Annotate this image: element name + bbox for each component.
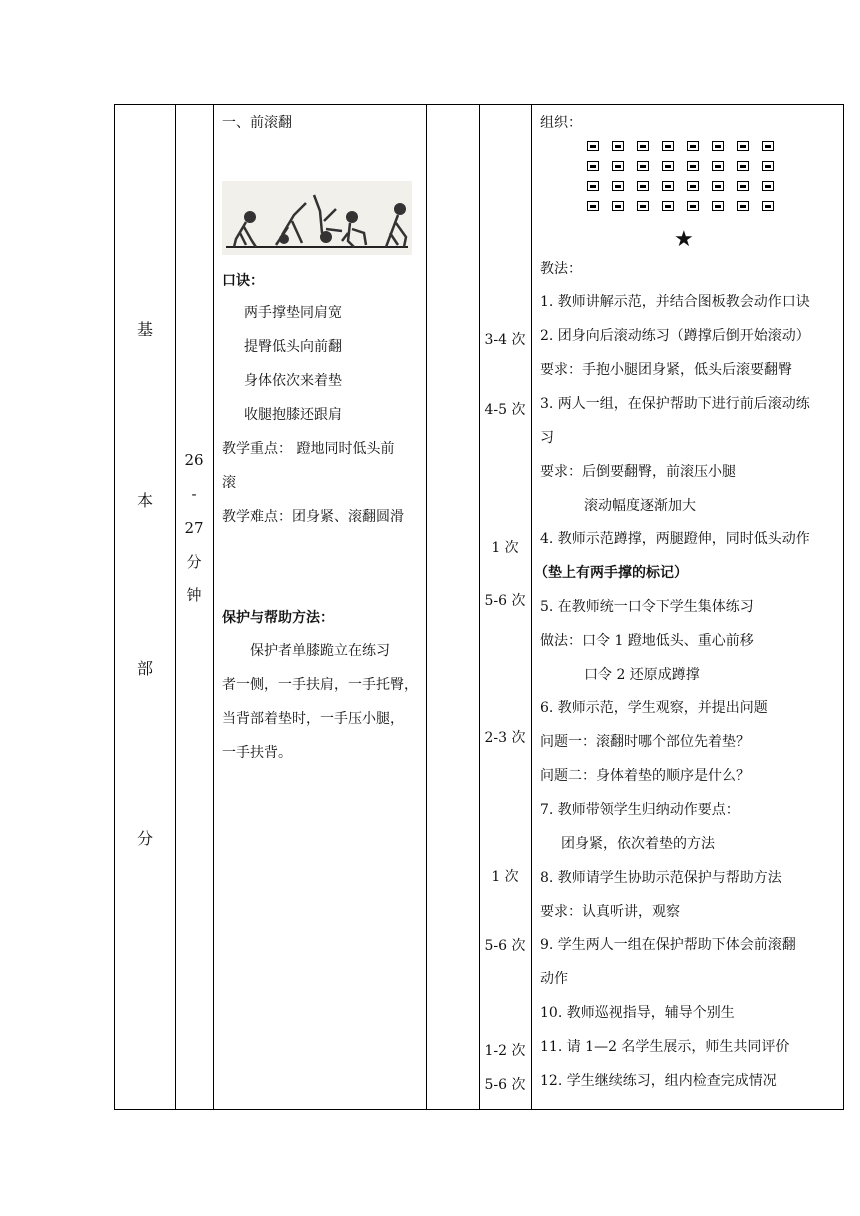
reps-value: 5-6 次 xyxy=(484,1077,526,1093)
mat-icon xyxy=(637,161,649,171)
mat-icon xyxy=(712,201,724,211)
mat-icon xyxy=(737,161,749,171)
time-char: 27 xyxy=(184,519,204,537)
mat-icon xyxy=(662,181,674,191)
mat-icon xyxy=(587,181,599,191)
section-char: 分 xyxy=(136,829,153,848)
method-line: 问题一：滚翻时哪个部位先着垫？ xyxy=(540,734,750,750)
method-line: 动作 xyxy=(540,971,568,987)
mat-icon xyxy=(612,181,624,191)
method-line: 12. 学生继续练习，组内检查完成情况 xyxy=(540,1073,777,1089)
mat-icon xyxy=(712,161,724,171)
mnemonic-line: 提臀低头向前翻 xyxy=(244,339,342,355)
mat-icon xyxy=(712,181,724,191)
content-column xyxy=(213,105,426,1109)
section-char: 本 xyxy=(136,491,153,510)
reps-value: 2-3 次 xyxy=(484,730,526,746)
method-label: 教法： xyxy=(540,261,582,277)
method-line: 问题二：身体着垫的顺序是什么？ xyxy=(540,768,750,784)
method-line: 要求：后倒要翻臀，前滚压小腿 xyxy=(540,464,736,480)
organization-label: 组织： xyxy=(540,115,582,131)
mat-icon xyxy=(712,141,724,151)
mat-icon xyxy=(662,201,674,211)
mat-icon xyxy=(637,141,649,151)
reps-value: 5-6 次 xyxy=(484,593,526,609)
protection-line: 当背部着垫时，一手压小腿， xyxy=(222,711,404,727)
reps-value: 3-4 次 xyxy=(484,332,526,348)
protection-line: 保护者单膝跪立在练习 xyxy=(250,643,390,659)
mat-icon xyxy=(762,141,774,151)
method-line: 3. 两人一组，在保护帮助下进行前后滚动练 xyxy=(540,396,810,412)
protection-label: 保护与帮助方法： xyxy=(222,610,334,626)
mat-icon xyxy=(762,201,774,211)
mnemonic-line: 两手撑垫同肩宽 xyxy=(244,305,342,321)
reps-value: 5-6 次 xyxy=(484,938,526,954)
mat-icon xyxy=(762,161,774,171)
mat-icon xyxy=(762,181,774,191)
method-column xyxy=(531,105,843,1109)
difficulty-point: 教学难点：团身紧、滚翻圆滑 xyxy=(222,509,404,525)
mnemonic-label: 口诀： xyxy=(222,273,264,289)
method-line: 8. 教师请学生协助示范保护与帮助方法 xyxy=(540,870,782,886)
method-line: 6. 教师示范，学生观察，并提出问题 xyxy=(540,700,768,716)
mat-icon xyxy=(637,181,649,191)
method-line: 11. 请 1—2 名学生展示，师生共同评价 xyxy=(540,1039,790,1055)
time-char: - xyxy=(191,485,197,503)
time-column xyxy=(175,105,213,1109)
mat-icon xyxy=(687,141,699,151)
mat-icon xyxy=(612,141,624,151)
method-line: 要求：手抱小腿团身紧，低头后滚要翻臀 xyxy=(540,362,792,378)
mat-icon xyxy=(737,181,749,191)
reps-value: 1-2 次 xyxy=(484,1043,526,1059)
mat-icon xyxy=(687,161,699,171)
mat-icon xyxy=(587,161,599,171)
teacher-star-icon: ★ xyxy=(674,227,694,252)
reps-value: 4-5 次 xyxy=(484,402,526,418)
lesson-table xyxy=(114,104,844,1110)
method-line: 做法：口令 1 蹬地低头、重心前移 xyxy=(540,633,754,649)
reps-value: 1 次 xyxy=(491,869,519,885)
method-line: 9. 学生两人一组在保护帮助下体会前滚翻 xyxy=(540,937,796,953)
mat-icon xyxy=(662,161,674,171)
method-line: 口令 2 还原成蹲撑 xyxy=(584,667,700,683)
protection-line: 一手扶背。 xyxy=(222,745,292,761)
mat-icon xyxy=(587,201,599,211)
forward-roll-illustration xyxy=(222,181,412,255)
section-column xyxy=(115,105,175,1109)
mat-icon xyxy=(662,141,674,151)
time-char: 钟 xyxy=(186,586,202,604)
mat-icon xyxy=(612,201,624,211)
time-char: 26 xyxy=(184,451,204,469)
method-line: 滚动幅度逐渐加大 xyxy=(584,498,696,514)
mat-icon xyxy=(587,141,599,151)
column-divider xyxy=(426,105,427,1109)
mat-icon xyxy=(612,161,624,171)
time-char: 分 xyxy=(186,553,202,571)
mat-icon xyxy=(687,201,699,211)
protection-line: 者一侧，一手扶肩，一手托臀， xyxy=(222,677,418,693)
mat-icon xyxy=(737,201,749,211)
method-line-bold: （垫上有两手撑的标记） xyxy=(534,565,688,581)
method-line: 5. 在教师统一口令下学生集体练习 xyxy=(540,599,754,615)
method-line: 4. 教师示范蹲撑，两腿蹬伸，同时低头动作 xyxy=(540,531,810,547)
key-point: 教学重点： 蹬地同时低头前 xyxy=(222,441,395,457)
method-line: 10. 教师巡视指导，辅导个别生 xyxy=(540,1005,735,1021)
method-line: 团身紧，依次着垫的方法 xyxy=(561,836,715,852)
reps-value: 1 次 xyxy=(491,540,519,556)
method-line: 习 xyxy=(540,430,554,446)
section-char: 基 xyxy=(136,320,153,339)
mat-icon xyxy=(637,201,649,211)
method-line: 要求：认真听讲，观察 xyxy=(540,904,680,920)
key-point-cont: 滚 xyxy=(222,475,236,491)
method-line: 7. 教师带领学生归纳动作要点： xyxy=(540,802,740,818)
content-heading: 一、前滚翻 xyxy=(222,115,292,131)
mnemonic-line: 收腿抱膝还跟肩 xyxy=(244,407,342,423)
method-line: 1. 教师讲解示范，并结合图板教会动作口诀 xyxy=(540,294,810,310)
mat-icon xyxy=(687,181,699,191)
section-char: 部 xyxy=(136,659,153,678)
reps-column xyxy=(479,105,531,1109)
mat-icon xyxy=(737,141,749,151)
method-line: 2. 团身向后滚动练习（蹲撑后倒开始滚动） xyxy=(540,328,810,344)
mnemonic-line: 身体依次来着垫 xyxy=(244,373,342,389)
